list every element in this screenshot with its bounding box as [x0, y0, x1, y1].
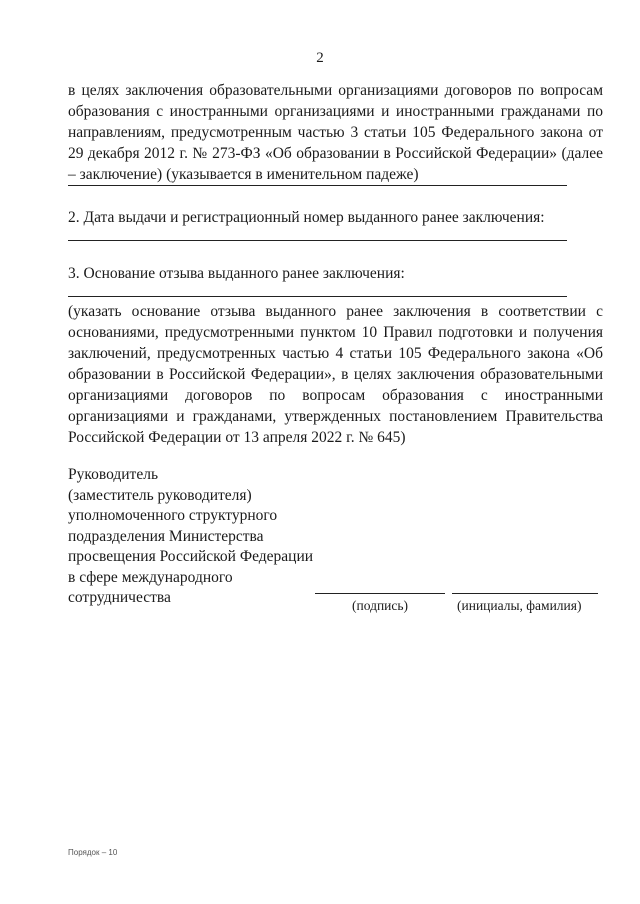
- page-number: 2: [316, 50, 324, 66]
- intro-blank-line: [68, 185, 567, 186]
- signer-line: просвещения Российской Федерации: [68, 548, 314, 565]
- signer-line: в сфере международного: [68, 568, 233, 586]
- footer-label: Порядок – 10: [68, 848, 118, 857]
- name-line: [452, 593, 598, 594]
- item-3-revocation-basis: 3. Основание отзыва выданного ранее заключения:: [68, 265, 405, 282]
- basis-note: (указать основание отзыва выданного ранее заключения в соответствии с основаниями, предусмотренными пунктом 10 Правил подготовки и получения заключений, предусмотренных частью 4 статьи 105 Федерального закона «Об образовании в Российской Федерации», в целях заключения образовательными организациями договоров по вопросам образования с иностранными организациями и гражданами, утвержденных постановлением Правительства Российской Федерации от 13 апреля 2022 г. № 645): [68, 303, 603, 446]
- item-2-issue-date-and-number: 2. Дата выдачи и регистрационный номер выданного ранее заключения:: [68, 209, 545, 226]
- signer-line: уполномоченного структурного: [68, 507, 278, 524]
- signer-line: (заместитель руководителя): [68, 486, 252, 504]
- signer-line: Руководитель: [68, 466, 159, 483]
- intro-paragraph: в целях заключения образовательными организациями договоров по вопросам образования с иностранными организациями и иностранными гражданами по направлениям, предусмотренным частью 3 статьи 105 Федерального закона от 29 декабря 2012 г. № 273-ФЗ «Об образовании в Российской Федерации» (далее – заключение) (указывается в именительном падеже): [68, 82, 603, 183]
- name-caption: (инициалы, фамилия): [457, 598, 582, 613]
- signer-line: сотрудничества: [68, 589, 171, 606]
- signature-caption: (подпись): [352, 598, 409, 613]
- signer-block: [68, 465, 328, 609]
- item-2-blank-line: [68, 240, 567, 241]
- signer-line: подразделения Министерства: [68, 527, 264, 545]
- item-3-blank-line: [68, 296, 567, 297]
- signature-line: [315, 593, 445, 594]
